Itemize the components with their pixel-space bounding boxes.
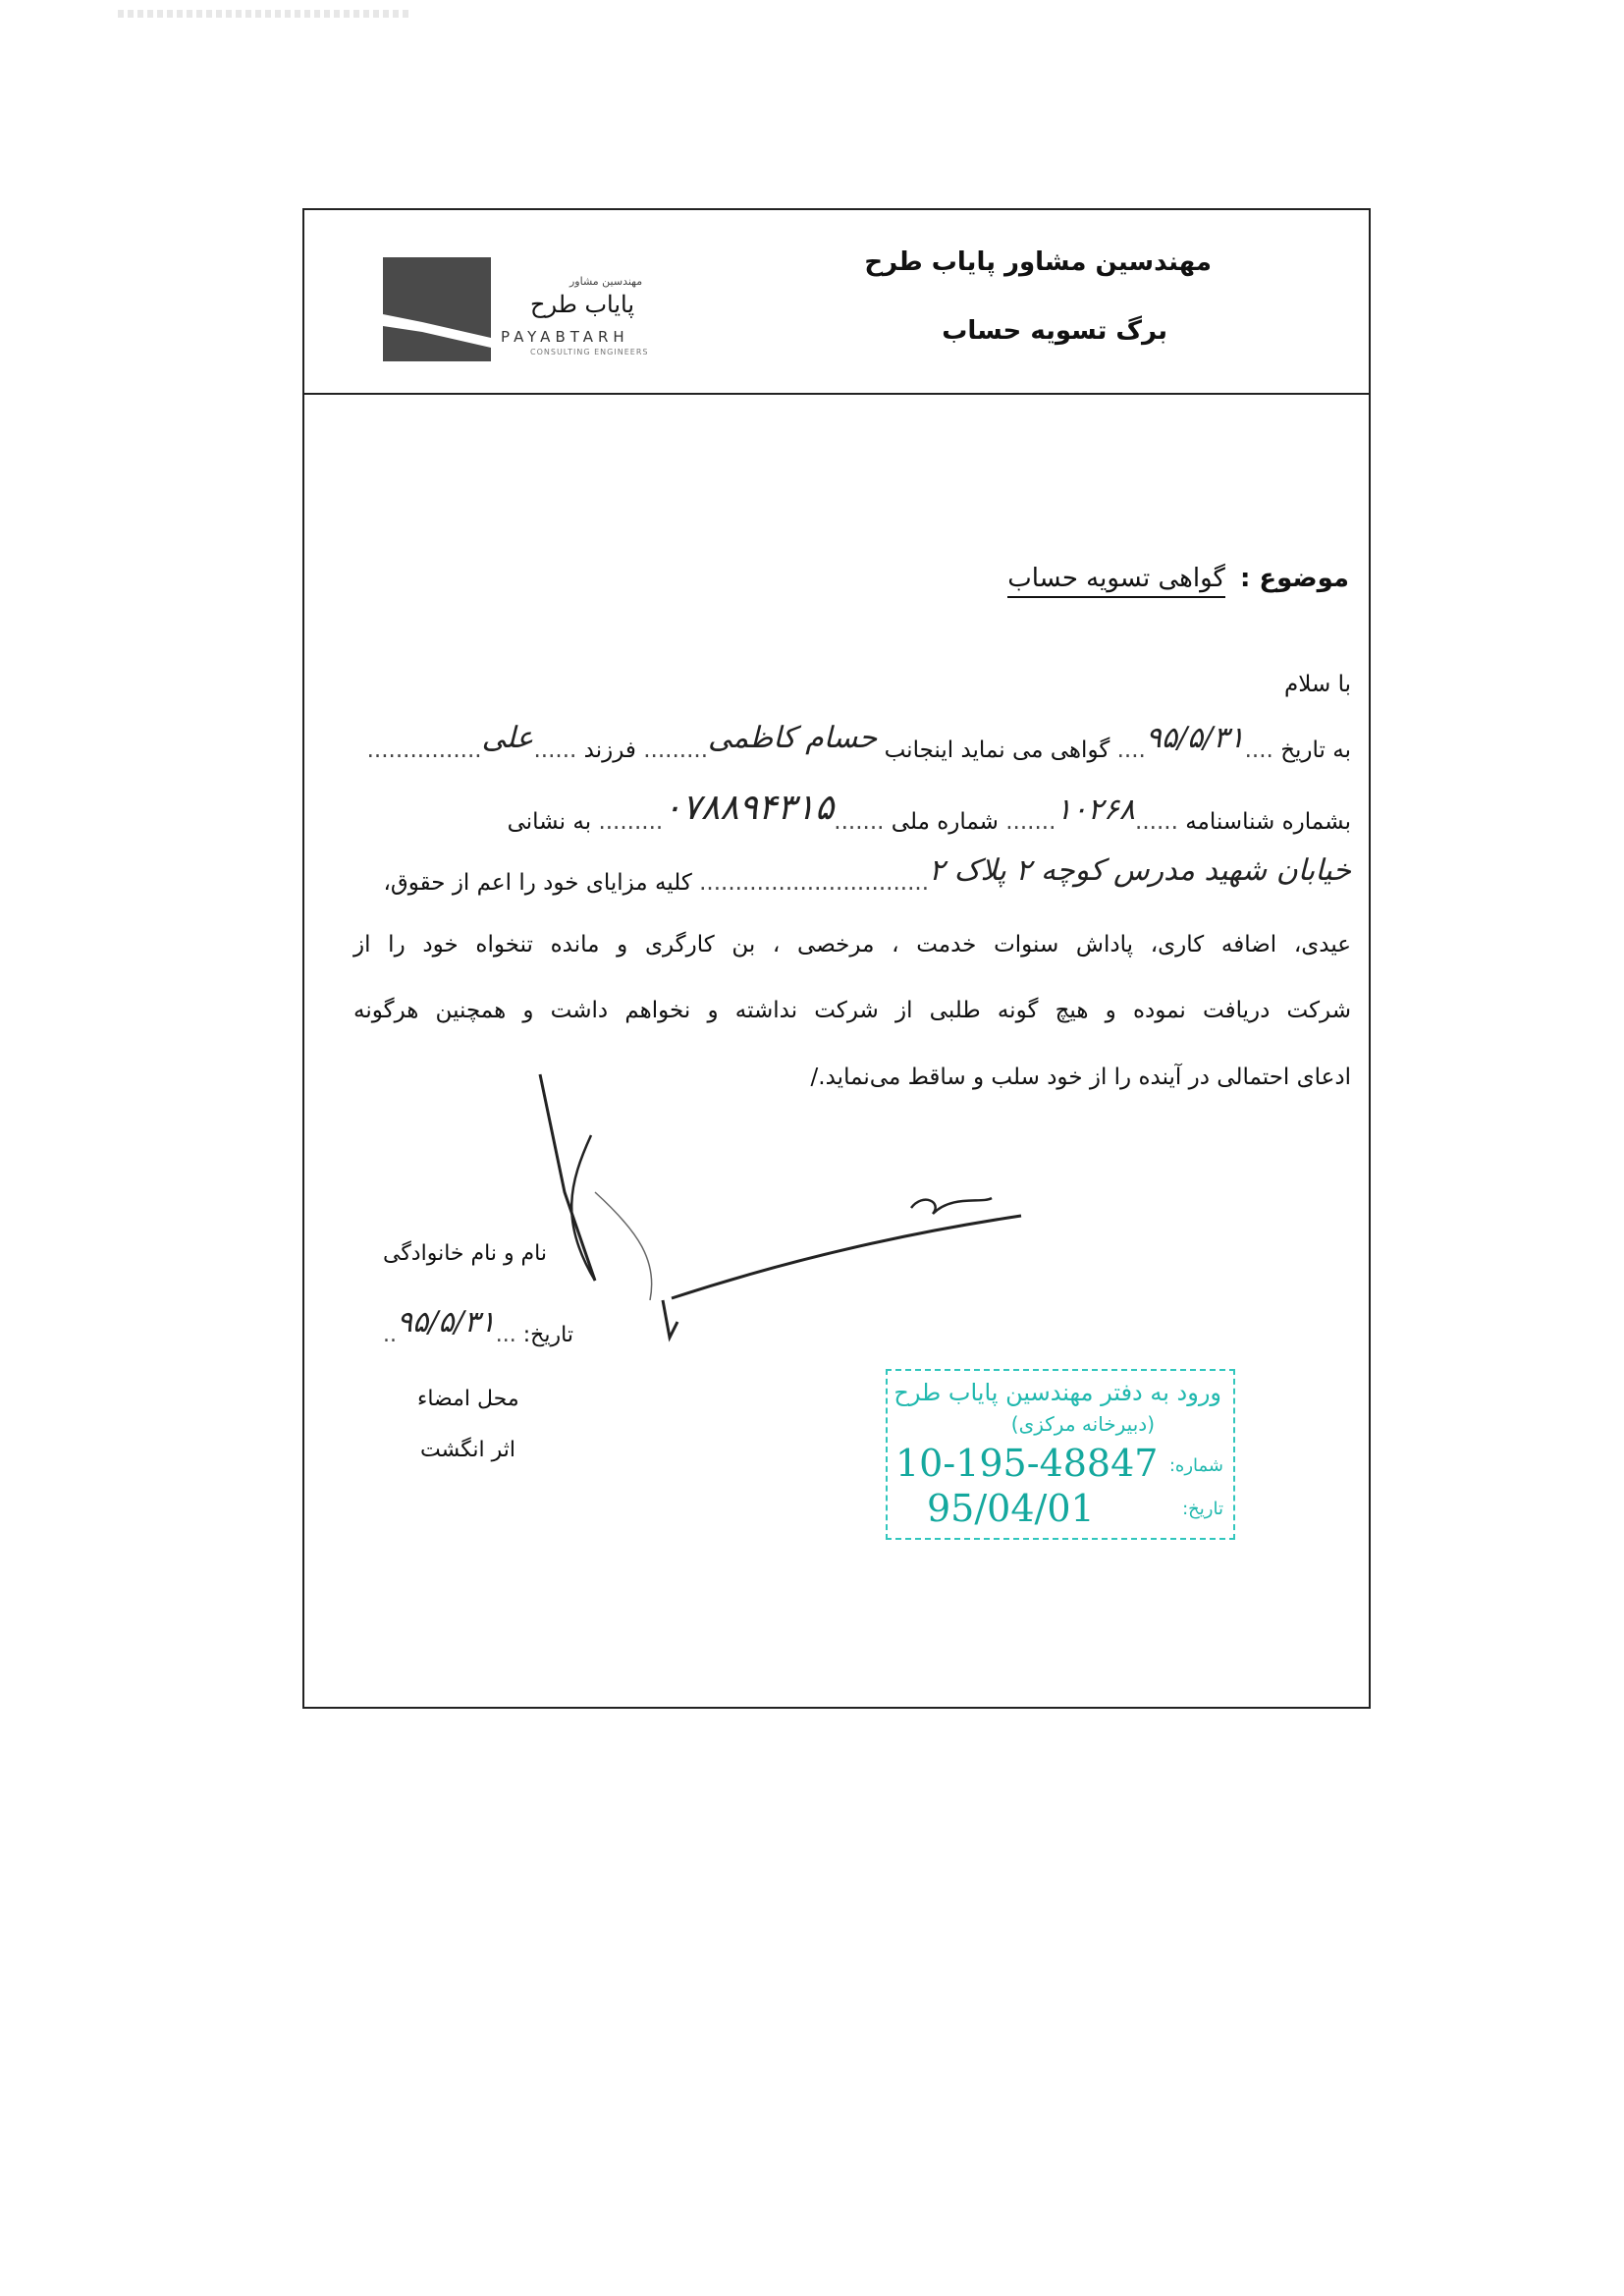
letter-line-3: خیابان شهید مدرس کوچه ۲ پلاک ۲................................ کلیه مزایای خود را اعم از حقوق، xyxy=(383,853,1351,896)
date-label: به تاریخ xyxy=(1280,738,1351,763)
national-id-label: شماره ملی xyxy=(891,809,999,835)
sign-date-field: تاریخ: ...۹۵/۵/۳۱.. xyxy=(383,1305,573,1347)
handwritten-father-name: علی xyxy=(481,721,534,755)
handwritten-address: خیابان شهید مدرس کوچه ۲ پلاک ۲ xyxy=(929,853,1351,888)
letter-line-5: شرکت دریافت نموده و هیچ گونه طلبی از شرکت نداشته و نخواهم داشت و همچنین هرگونه xyxy=(353,998,1351,1023)
letter-line-4: عیدی، اضافه کاری، پاداش سنوات خدمت ، مرخصی ، بن کارگری و مانده تنخواه خود را از xyxy=(353,932,1351,957)
greeting: با سلام xyxy=(1284,672,1351,697)
handwritten-id-number: ۱۰۲۶۸ xyxy=(1056,793,1136,827)
logo-english-name: PAYABTARH xyxy=(501,328,629,346)
registry-stamp xyxy=(886,1369,1235,1540)
letter-line-2: بشماره شناسنامه ......۱۰۲۶۸....... شماره ملی .......۰۷۸۸۹۴۳۱۵......... به نشانی xyxy=(507,788,1351,835)
clearance-form xyxy=(302,208,1371,1709)
letter-line-1: به تاریخ ....۹۵/۵/۳۱.... گواهی می نماید اینجانب حسام کاظمی......... فرزند ......علی................ xyxy=(366,721,1351,763)
address-label: به نشانی xyxy=(507,809,592,835)
id-number-label: بشماره شناسنامه xyxy=(1185,809,1351,835)
scan-artifact xyxy=(118,10,412,18)
handwritten-sign-date: ۹۵/۵/۳۱ xyxy=(397,1305,496,1339)
subject-value: گواهی تسویه حساب xyxy=(1007,564,1225,598)
stamp-date-label: تاریخ: xyxy=(1182,1499,1223,1519)
name-field-label: نام و نام خانوادگی xyxy=(383,1241,548,1266)
handwritten-date: ۹۵/۵/۳۱ xyxy=(1145,721,1245,755)
stamp-title: ورود به دفتر مهندسین پایاب طرح xyxy=(893,1379,1221,1406)
signature-place-label: محل امضاء xyxy=(417,1387,519,1411)
stamp-number: 10-195-48847 xyxy=(895,1442,1159,1485)
logo-persian-name: پایاب طرح xyxy=(530,291,635,318)
handwritten-national-id: ۰۷۸۸۹۴۳۱۵ xyxy=(663,788,835,828)
form-title: برگ تسویه حساب xyxy=(942,316,1167,346)
subject-label: موضوع : xyxy=(1239,564,1349,593)
sign-date-label: تاریخ: xyxy=(522,1323,573,1347)
stamp-date: 95/04/01 xyxy=(927,1487,1095,1530)
benefits-text: کلیه مزایای خود را اعم از حقوق، xyxy=(383,870,692,896)
certify-text: گواهی می نماید اینجانب xyxy=(884,738,1110,763)
logo-persian-subtitle: مهندسین مشاور xyxy=(569,275,643,288)
handwritten-name: حسام کاظمی xyxy=(708,721,878,755)
fingerprint-label: اثر انگشت xyxy=(420,1438,515,1462)
stamp-subtitle: (دبیرخانه مرکزی) xyxy=(1010,1412,1155,1436)
stamp-number-label: شماره: xyxy=(1168,1455,1223,1476)
letter-line-6: ادعای احتمالی در آینده را از خود سلب و ساقط می‌نماید./ xyxy=(810,1065,1351,1090)
child-of-label: فرزند xyxy=(583,738,636,763)
company-name: مهندسین مشاور پایاب طرح xyxy=(864,247,1212,277)
logo-english-subtitle: CONSULTING ENGINEERS xyxy=(530,348,649,356)
